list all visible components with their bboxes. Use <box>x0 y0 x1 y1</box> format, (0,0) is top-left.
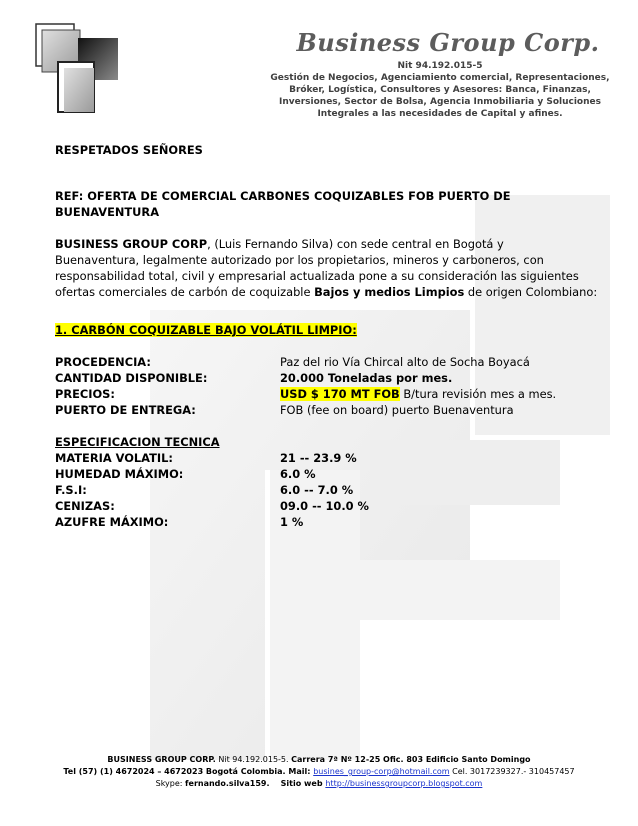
intro-line-2: Buenaventura, legalmente autorizado por los propietarios, mineros y carboneros, con <box>55 253 544 267</box>
footer-skype: fernando.silva159. <box>185 779 270 788</box>
offer-heading-text: 1. CARBÓN COQUIZABLE BAJO VOLÁTIL LIMPIO: <box>55 323 357 337</box>
footer-line-3 <box>0 778 638 790</box>
letter-body <box>55 142 598 530</box>
footer-address: Carrera 7ª Nº 12-25 Ofic. 803 Edificio Santo Domingo <box>291 755 531 764</box>
spec-row <box>55 466 595 482</box>
spec-value: 1 % <box>280 515 304 529</box>
procedencia-label: PROCEDENCIA: <box>55 355 151 369</box>
tagline-line-3: Inversiones, Sector de Bolsa, Agencia Inmobiliaria y Soluciones <box>279 97 601 107</box>
precios-label: PRECIOS: <box>55 387 115 401</box>
spec-value: 09.0 -- 10.0 % <box>280 499 369 513</box>
footer-line-2 <box>0 766 638 778</box>
tagline-line-2: Bróker, Logística, Consultores y Asesores: Banca, Finanzas, <box>289 85 591 95</box>
tagline-line-1: Gestión de Negocios, Agenciamiento comercial, Representaciones, <box>270 73 610 83</box>
footer-nit: Nit 94.192.015-5. <box>215 755 292 764</box>
precios-note: B/tura revisión mes a mes. <box>399 387 557 401</box>
intro-line-4-post: de origen Colombiano: <box>464 285 598 299</box>
footer-email-link[interactable]: busines_group-corp@hotmail.com <box>313 767 450 776</box>
spec-row <box>55 498 595 514</box>
spec-value: 6.0 % <box>280 467 316 481</box>
puerto-value: FOB (fee on board) puerto Buenaventura <box>280 403 514 417</box>
page-footer <box>0 754 638 790</box>
intro-line-4-bold: Bajos y medios Limpios <box>314 285 465 299</box>
company-logo-icon <box>34 18 124 118</box>
cantidad-label: CANTIDAD DISPONIBLE: <box>55 371 208 385</box>
footer-web-link[interactable]: http://businessgroupcorp.blogspot.com <box>325 779 483 788</box>
puerto-label: PUERTO DE ENTREGA: <box>55 403 196 417</box>
footer-line-1 <box>0 754 638 766</box>
tagline-line-4: Integrales a las necesidades de Capital y afines. <box>317 109 563 119</box>
puerto-row <box>55 402 595 418</box>
precios-row <box>55 386 595 402</box>
reference-line-2: BUENAVENTURA <box>55 205 160 219</box>
intro-line-4 <box>55 284 598 300</box>
spec-label: F.S.I: <box>55 483 87 497</box>
spec-value: 6.0 -- 7.0 % <box>280 483 354 497</box>
intro-line-1 <box>55 236 595 252</box>
procedencia-value: Paz del rio Vía Chircal alto de Socha Boyacá <box>280 355 530 369</box>
reference-line-1: REF: OFERTA DE COMERCIAL CARBONES COQUIZABLES FOB PUERTO DE <box>55 189 511 203</box>
spec-row <box>55 514 595 530</box>
intro-company-name: BUSINESS GROUP CORP <box>55 237 208 251</box>
spec-label: HUMEDAD MÁXIMO: <box>55 467 184 481</box>
footer-company: BUSINESS GROUP CORP. <box>107 755 216 764</box>
footer-cel: Cel. 3017239327.- 310457457 <box>449 767 575 776</box>
spec-label: CENIZAS: <box>55 499 115 513</box>
company-nit: Nit 94.192.015-5 <box>397 61 483 71</box>
spec-label: MATERIA VOLATIL: <box>55 451 173 465</box>
footer-phone: Tel (57) (1) 4672024 – 4672023 Bogotá Colombia. Mail: <box>63 767 314 776</box>
procedencia-row <box>55 354 595 370</box>
spec-row <box>55 450 595 466</box>
intro-line-1-text: , (Luis Fernando Silva) con sede central en Bogotá y <box>207 237 504 251</box>
spec-row <box>55 482 595 498</box>
footer-web-label: Sitio web <box>269 779 326 788</box>
spec-value: 21 -- 23.9 % <box>280 451 357 465</box>
footer-skype-label: Skype: <box>155 779 186 788</box>
company-name: Business Group Corp. <box>296 28 600 57</box>
letterhead <box>270 28 610 120</box>
cantidad-row <box>55 370 595 386</box>
cantidad-value: 20.000 Toneladas por mes. <box>280 371 453 385</box>
spec-label: AZUFRE MÁXIMO: <box>55 515 169 529</box>
specs-heading: ESPECIFICACION TECNICA <box>55 435 220 449</box>
precios-value: USD $ 170 MT FOB <box>280 387 400 401</box>
intro-line-4-pre: ofertas comerciales de carbón de coquizable <box>55 285 315 299</box>
offer-heading <box>55 322 595 338</box>
intro-line-3: responsabilidad total, civil y empresarial actualizada pone a su consideración las siguientes <box>55 269 579 283</box>
salutation: RESPETADOS SEÑORES <box>55 143 203 157</box>
